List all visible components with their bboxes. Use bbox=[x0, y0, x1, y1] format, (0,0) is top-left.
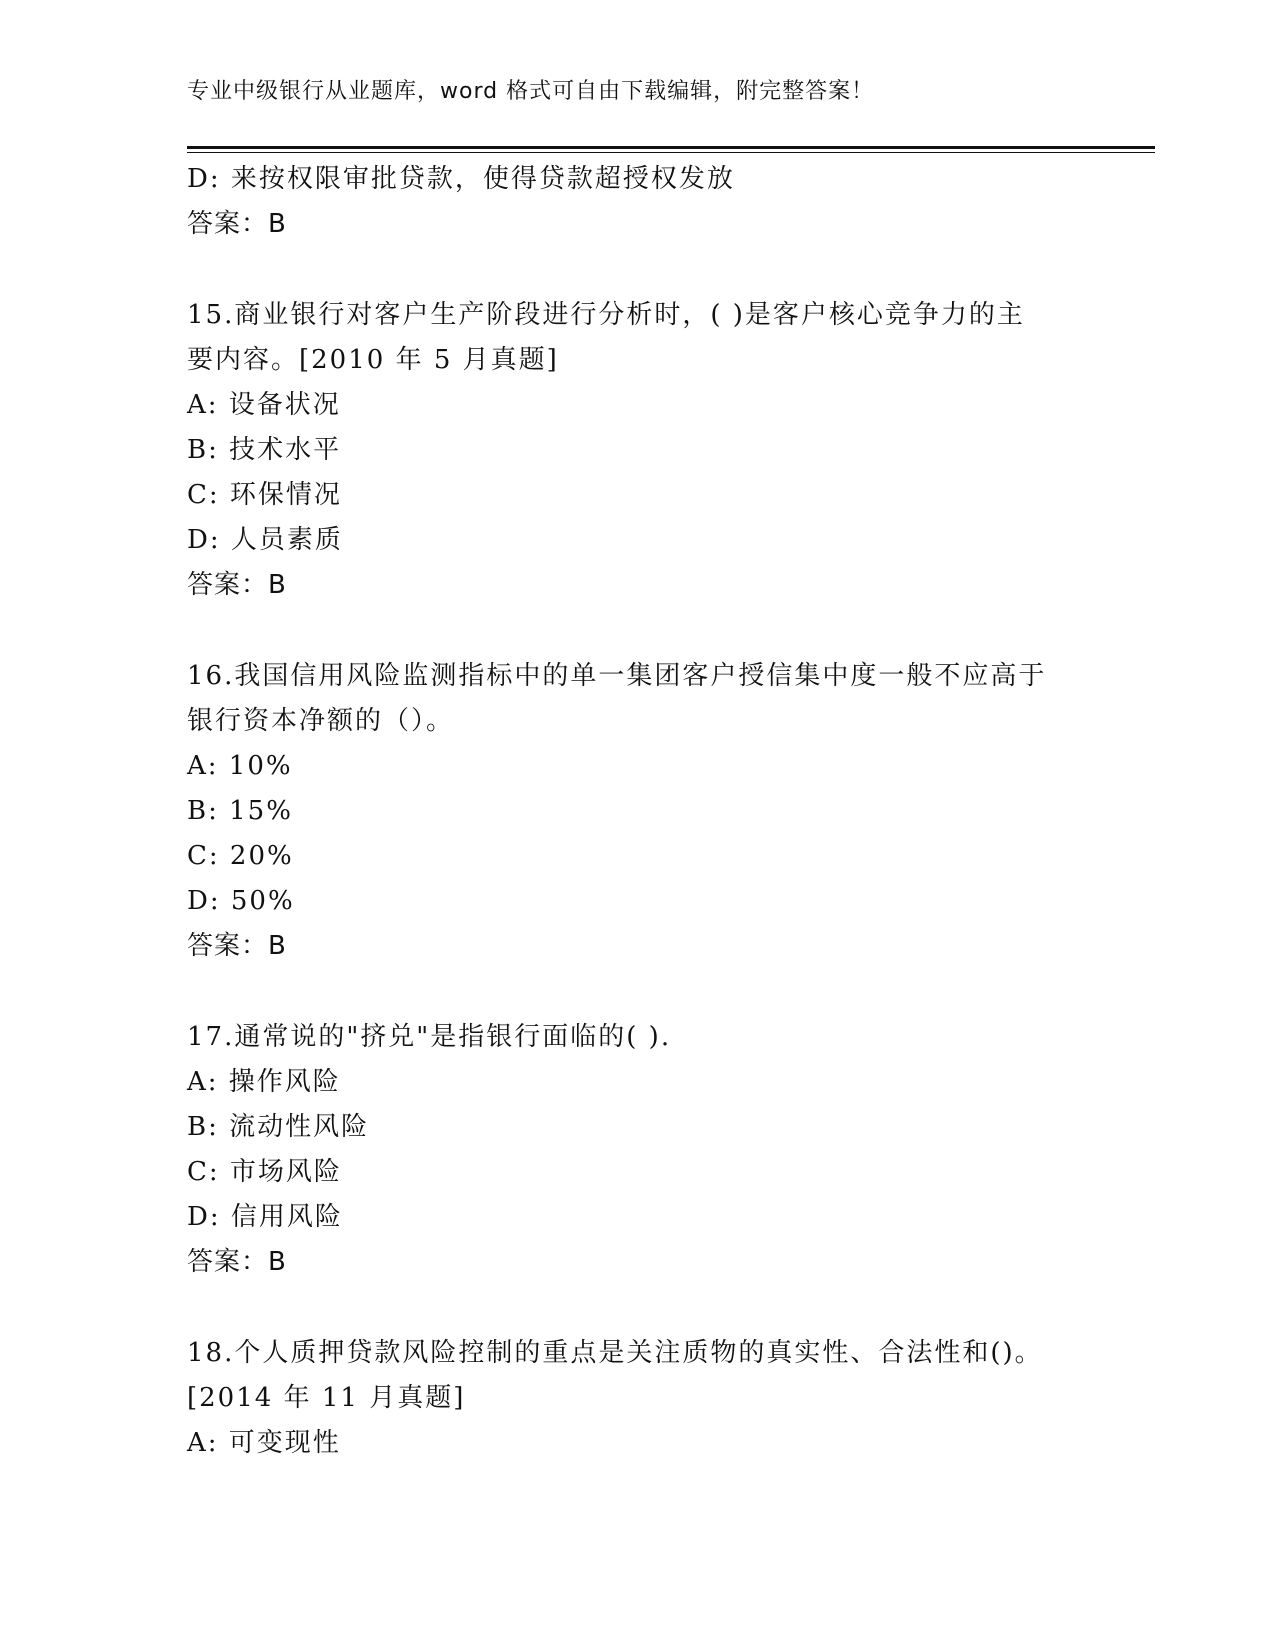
spacer bbox=[187, 969, 1087, 1015]
question-15-stem-line-1: 15.商业银行对客户生产阶段进行分析时，( )是客户核心竞争力的主 bbox=[187, 300, 1025, 330]
prev-option-d: D: 来按权限审批贷款，使得贷款超授权发放 bbox=[187, 164, 735, 194]
question-16-answer: 答案：B bbox=[187, 931, 287, 961]
header-rule-thick bbox=[187, 146, 1155, 149]
spacer bbox=[187, 608, 1087, 654]
header-note: 专业中级银行从业题库，word 格式可自由下载编辑，附完整答案！ bbox=[187, 79, 875, 104]
question-content bbox=[187, 157, 1087, 1466]
question-17-stem-line-1: 17.通常说的"挤兑"是指银行面临的( ). bbox=[187, 1022, 672, 1052]
question-17-answer: 答案：B bbox=[187, 1247, 287, 1277]
prev-answer: 答案：B bbox=[187, 209, 287, 239]
question-15-stem-line-2: 要内容。[2010 年 5 月真题] bbox=[187, 345, 559, 375]
question-15-option-a: A: 设备状况 bbox=[187, 390, 341, 420]
question-16-option-a: A: 10% bbox=[187, 751, 293, 781]
question-17-option-a: A: 操作风险 bbox=[187, 1067, 341, 1097]
question-18-option-a: A: 可变现性 bbox=[187, 1428, 341, 1458]
question-18-stem-line-2: [2014 年 11 月真题] bbox=[187, 1383, 466, 1413]
question-15-option-c: C: 环保情况 bbox=[187, 480, 342, 510]
question-15-answer: 答案：B bbox=[187, 570, 287, 600]
question-16-stem-line-1: 16.我国信用风险监测指标中的单一集团客户授信集中度一般不应高于 bbox=[187, 661, 1047, 691]
question-17-option-b: B: 流动性风险 bbox=[187, 1112, 370, 1142]
question-17-option-d: D: 信用风险 bbox=[187, 1202, 343, 1232]
question-18-stem-line-1: 18.个人质押贷款风险控制的重点是关注质物的真实性、合法性和()。 bbox=[187, 1338, 1043, 1368]
header-rule-thin bbox=[187, 152, 1155, 153]
question-16-option-b: B: 15% bbox=[187, 796, 293, 826]
spacer bbox=[187, 1285, 1087, 1331]
question-15-option-d: D: 人员素质 bbox=[187, 525, 343, 555]
question-15-option-b: B: 技术水平 bbox=[187, 435, 342, 465]
question-17-option-c: C: 市场风险 bbox=[187, 1157, 342, 1187]
spacer bbox=[187, 247, 1087, 293]
question-16-option-d: D: 50% bbox=[187, 886, 295, 916]
question-16-option-c: C: 20% bbox=[187, 841, 294, 871]
question-16-stem-line-2: 银行资本净额的（）。 bbox=[187, 706, 455, 736]
